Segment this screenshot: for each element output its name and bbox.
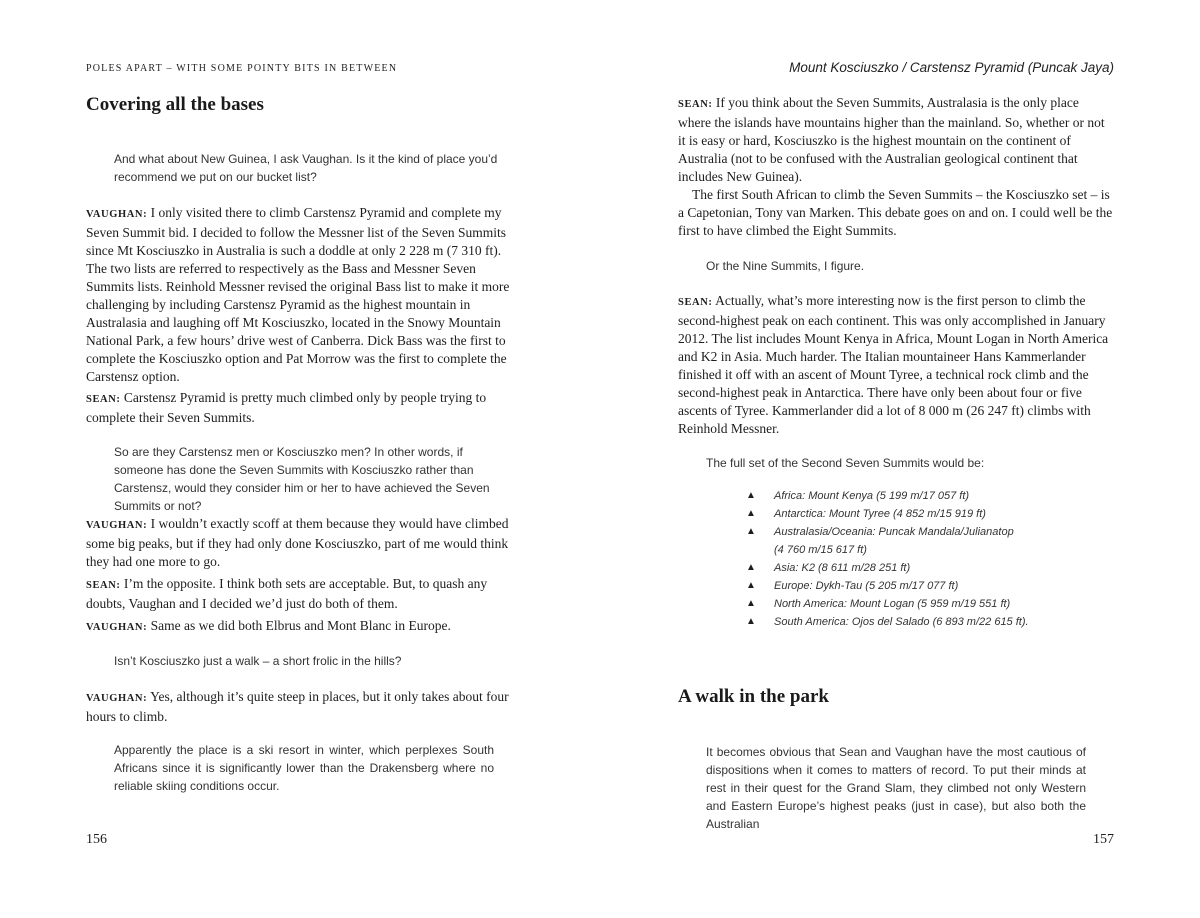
speaker-label: VAUGHAN: [86,209,148,220]
interviewer-question-5: The full set of the Second Seven Summits would be: [706,456,985,470]
interviewer-question-1: And what about New Guinea, I ask Vaughan. Is it the kind of place you’d recommend we put on our bucket list? [114,152,498,184]
running-head-left: POLES APART – WITH SOME POINTY BITS IN BETWEEN [86,63,398,74]
triangle-bullet-icon: ▲ [746,490,756,501]
speaker-label: SEAN: [678,297,713,308]
dialogue-vaughan-1 [86,204,511,386]
dialogue-text: Carstensz Pyramid is pretty much climbed only by people trying to complete their Seven Summits. [86,390,487,425]
section-heading-left: Covering all the bases [86,94,264,115]
speaker-label: VAUGHAN: [86,520,148,531]
speaker-label: SEAN: [86,394,121,405]
list-item: ▲ Asia: K2 (8 611 m/28 251 ft) [746,559,1076,577]
triangle-bullet-icon: ▲ [746,526,756,537]
dialogue-text: If you think about the Seven Summits, Australasia is the only place where the islands have mountains higher than the mainland. So, whether or not it is easy or hard, Kosciuszko is the highest mountain on the continent of Australia (not to be confused with the Australian geological continent that includes New Guinea). [678,95,1105,184]
dialogue-text: Yes, although it’s quite steep in places, but it only takes about four hours to climb. [86,689,509,724]
triangle-bullet-icon: ▲ [746,616,756,627]
dialogue-sean-2 [86,575,511,613]
dialogue-text: I only visited there to climb Carstensz Pyramid and complete my Seven Summit bid. I decided to follow the Messner list of the Seven Summits since Mt Kosciuszko in Australia is such a doddle at only 2 228 m (7 310 ft). The two lists are referred to respectively as the Bass and Messner Seven Summits lists. Reinhold Messner revised the original Bass list to make it more challenging by including Carstensz Pyramid as the highest mountain in Australasia and laughing off Mt Kosciuszko, located in the Snowy Mountain National Park, a few hours’ drive west of Canberra. Dick Bass was the first to complete the Kosciuszko option and Pat Morrow was the first to complete the Carstensz option. [86,205,510,384]
triangle-bullet-icon: ▲ [746,508,756,519]
dialogue-vaughan-4 [86,688,511,726]
speaker-label: VAUGHAN: [86,622,148,633]
dialogue-text: I’m the opposite. I think both sets are acceptable. But, to quash any doubts, Vaughan and I decided we’d just do both of them. [86,576,488,611]
list-item: ▲ Antarctica: Mount Tyree (4 852 m/15 919 ft) [746,505,1076,523]
second-seven-summits-list [746,487,1076,631]
page-number-left: 156 [86,832,107,847]
triangle-bullet-icon: ▲ [746,580,756,591]
list-item: ▲ South America: Ojos del Salado (6 893 m/22 615 ft). [746,613,1076,631]
list-item: ▲ Europe: Dykh-Tau (5 205 m/17 077 ft) [746,577,1076,595]
narrative-paragraph-left: Apparently the place is a ski resort in winter, which perplexes South Africans since it is significantly lower than the Drakensberg where no reliable skiing conditions occur. [114,743,494,793]
list-item-continuation: (4 760 m/15 617 ft) [774,544,867,556]
section-heading-right: A walk in the park [678,686,829,707]
dialogue-vaughan-3 [86,617,511,637]
triangle-bullet-icon: ▲ [746,562,756,573]
triangle-bullet-icon: ▲ [746,598,756,609]
running-head-right: Mount Kosciuszko / Carstensz Pyramid (Puncak Jaya) [789,60,1114,75]
dialogue-sean-3 [678,94,1114,240]
interviewer-question-3: Isn’t Kosciuszko just a walk – a short frolic in the hills? [114,654,402,668]
list-item: ▲ Africa: Mount Kenya (5 199 m/17 057 ft) [746,487,1076,505]
dialogue-text: I wouldn’t exactly scoff at them because they would have climbed some big peaks, but if they had only done Kosciuszko, part of me would think they had one more to go. [86,516,509,569]
dialogue-text: Same as we did both Elbrus and Mont Blanc in Europe. [150,618,451,633]
dialogue-text: Actually, what’s more interesting now is the first person to climb the second-highest peak on each continent. This was only accomplished in January 2012. The list includes Mount Kenya in Africa, Mount Logan in North America and K2 in Asia. Much harder. The Italian mountaineer Hans Kammerlander finished it off with an ascent of Mount Tyree, a technical rock climb and the second-highest peak in Antarctica. There have only been about four or five ascents of Tyree. Kammerlander did a lot of 8 000 m (26 247 ft) climbs with Reinhold Messner. [678,293,1109,436]
page-number-right: 157 [1093,832,1114,847]
interviewer-question-4: Or the Nine Summits, I figure. [706,259,865,273]
narrative-paragraph-right: It becomes obvious that Sean and Vaughan have the most cautious of dispositions when it comes to matters of record. To put their minds at rest in their quest for the Grand Slam, they climbed not only Western and Eastern Europe’s highest peaks (just in case), but also both the Australian [706,745,1086,831]
dialogue-sean-1 [86,389,511,427]
list-item: ▲ Australasia/Oceania: Puncak Mandala/Julianatop [746,523,1076,541]
dialogue-sean-4 [678,292,1114,438]
dialogue-text-continued: The first South African to climb the Seven Summits – the Kosciuszko set – is a Capetonian, Tony van Marken. This debate goes on and on. I could well be the first to have climbed the Eight Summits. [678,187,1113,238]
speaker-label: SEAN: [86,580,121,591]
speaker-label: VAUGHAN: [86,693,148,704]
list-item: ▲ North America: Mount Logan (5 959 m/19 551 ft) [746,595,1076,613]
interviewer-question-2: So are they Carstensz men or Kosciuszko men? In other words, if someone has done the Seven Summits with Kosciuszko rather than Carstensz, would they consider him or her to have achieved the Seven Summits or not? [114,445,490,513]
dialogue-vaughan-2 [86,515,511,571]
speaker-label: SEAN: [678,99,713,110]
